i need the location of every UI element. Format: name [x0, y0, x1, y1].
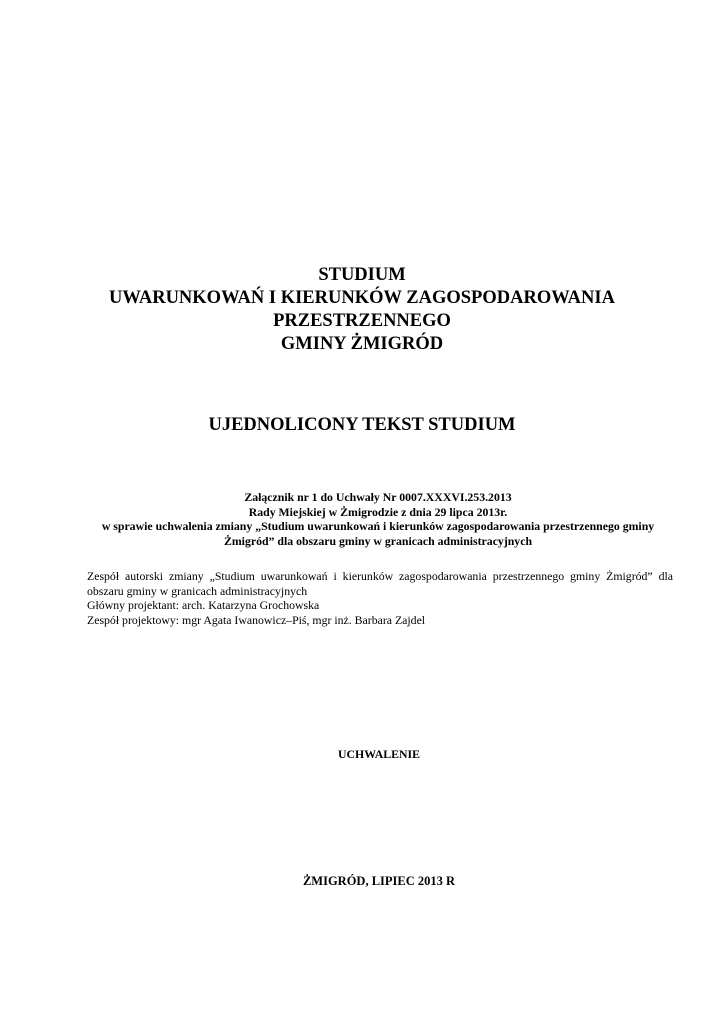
chief-designer: Główny projektant: arch. Katarzyna Grochowska	[87, 598, 320, 612]
resolution-line-2: Rady Miejskiej w Żmigrodzie z dnia 29 lipca 2013r.	[248, 504, 508, 519]
title-line-4: GMINY ŻMIGRÓD	[280, 334, 444, 354]
document-status: UCHWALENIE	[338, 747, 420, 761]
resolution-line-3: w sprawie uchwalenia zmiany „Studium uwarunkowań i kierunków zagospodarowania przestrzennego gminy	[101, 519, 655, 533]
document-subtitle: UJEDNOLICONY TEKST STUDIUM	[208, 415, 516, 435]
author-team-text: Zespół autorski zmiany „Studium uwarunkowań i kierunków zagospodarowania przestrzennego gminy Żmigród” dla obszaru gminy w granicach administracyjnych	[87, 569, 673, 598]
title-line-2: UWARUNKOWAŃ I KIERUNKÓW ZAGOSPODAROWANIA	[109, 288, 615, 308]
resolution-line-4: Żmigród” dla obszaru gminy w granicach administracyjnych	[223, 533, 533, 548]
design-team: Zespół projektowy: mgr Agata Iwanowicz–Piś, mgr inż. Barbara Zajdel	[87, 612, 426, 627]
title-line-3: PRZESTRZENNEGO	[273, 311, 451, 331]
resolution-line-1: Załącznik nr 1 do Uchwały Nr 0007.XXXVI.253.2013	[244, 490, 512, 504]
document-title	[0, 264, 724, 356]
title-line-1: STUDIUM	[318, 265, 406, 285]
resolution-reference	[78, 490, 678, 548]
place-and-date: ŻMIGRÓD, LIPIEC 2013 R	[302, 874, 456, 888]
authors-section	[87, 569, 673, 627]
